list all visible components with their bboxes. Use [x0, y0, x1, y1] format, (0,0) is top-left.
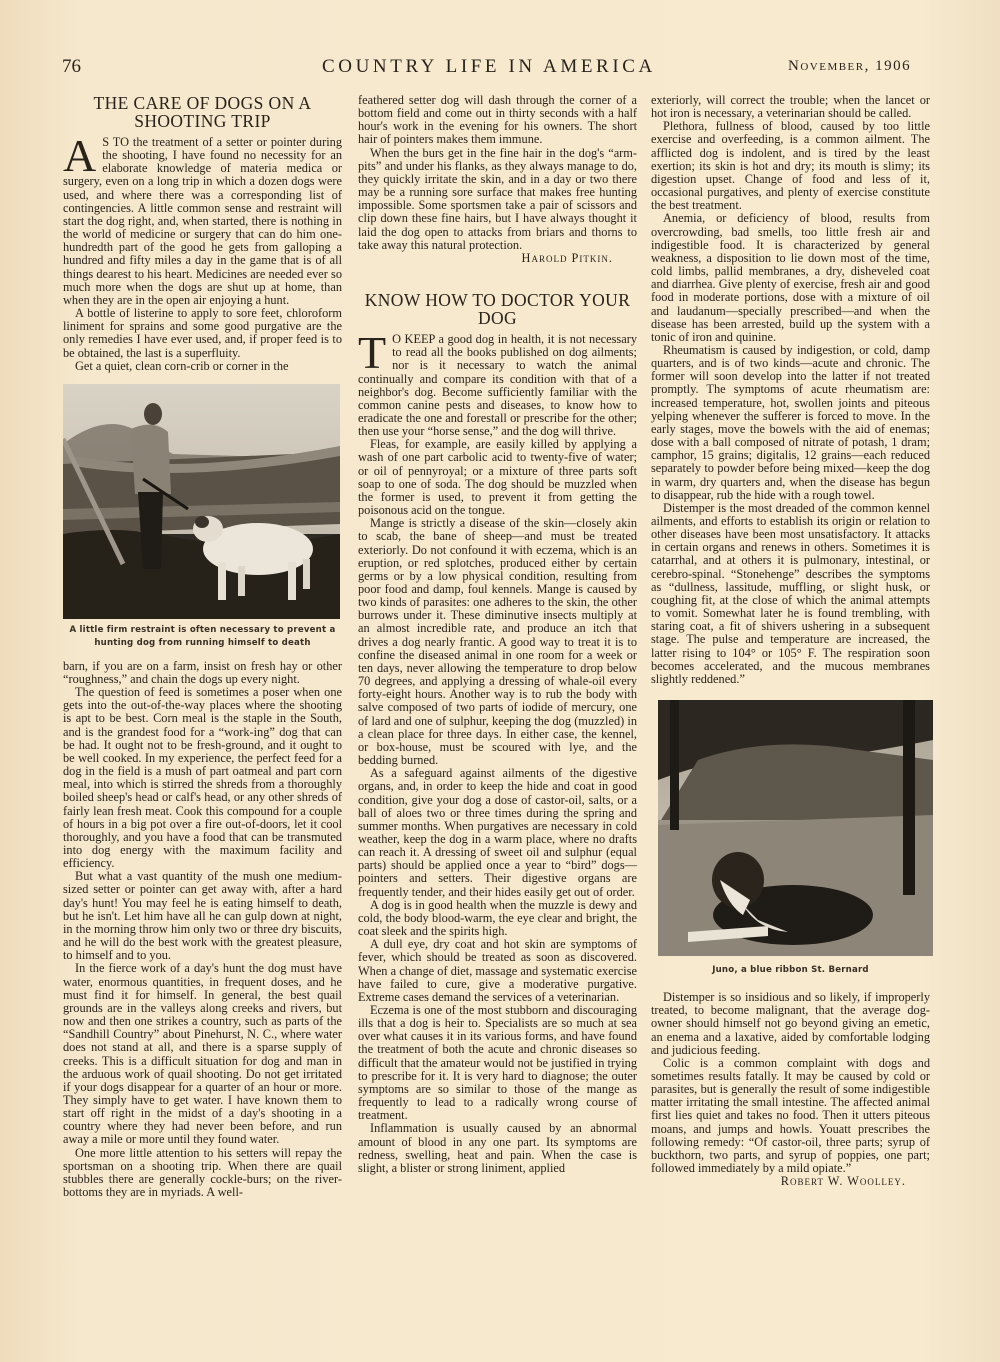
- drop-cap: T: [358, 327, 387, 379]
- paragraph-continuation: barn, if you are on a farm, insist on fresh hay or other “roughness,” and chain the dogs up every night.: [63, 658, 342, 686]
- paragraph: A bottle of listerine to apply to sore feet, chloroform liniment for sprains and some good purgative are the only remedies I have ever used, and, if proper feed is to be obtained, the last is a superfluity.: [63, 306, 342, 360]
- photo-st-bernard-image: [658, 700, 933, 956]
- author-signature: Robert W. Woolley.: [780, 1174, 906, 1189]
- magazine-title: COUNTRY LIFE IN AMERICA: [322, 56, 656, 77]
- paragraph: Anemia, or deficiency of blood, results from overcrowding, bad smells, too little fresh air and indigestible food. It is characterized by general weakness, a disposition to lie down most of the time, cold limbs, pallid membranes, a dry, disheveled coat and diarrhea. Give plenty of exercise, fresh air and good food in moderate portions, dose with a mixture of oil and laudanum—specially prescribed—and when the disease has been arrested, build up the system with a tonic of iron and quinine.: [651, 211, 930, 344]
- paragraph: The question of feed is sometimes a poser when one gets into the out-of-the-way places where the shooting is apt to be best. Corn meal is the staple in the South, and is the grandest food for a “work-ing” dog that can be had. It ought not to be fresh-ground, and it ought to be well cooked. In my experience, the perfect feed for a dog in the field is a mush of part oatmeal and part corn meal, into which is stirred the shreds from a thoroughly boiled sheep's head or calf's head, or any other shreds of fairly lean fresh meat. Cook this compound for a couple of hours in a big pot over a fire out-of-doors, let it cool thoroughly, and you have a food that can be transmuted into dog energy with the maximum facility and efficiency.: [63, 685, 342, 871]
- paragraph: But what a vast quantity of the mush one medium-sized setter or pointer can get away with, after a hard day's hunt! You may feel he is eating himself to death, but he isn't. Let him have all he can gulp down at night, in the morning throw him only two or three dry biscuits, and he will do the best work with the greatest pleasure, to himself and to you.: [63, 869, 342, 963]
- photo-st-bernard: [658, 700, 933, 956]
- paragraph: One more little attention to his setters will repay the sportsman on a shooting trip. When there are quail stubbles there are generally cockle-burs; on the river-bottoms they are in myriads. A well-: [63, 1145, 342, 1200]
- article-2-title: KNOW HOW TO DOCTOR YOUR DOG: [364, 290, 631, 329]
- paragraph: Plethora, fullness of blood, caused by too little exercise and overfeeding, is a common ailment. The afflicted dog is indolent, and is tired by the least exertion; its skin is hot and dry; its mouth is slimy; its digestion upset. Change of food and less of it, occasional purgatives, and plenty of exercise constitute the best treatment.: [651, 119, 930, 213]
- photo-hunter-with-dog-image: [63, 384, 340, 619]
- paragraph: As a safeguard against ailments of the digestive organs, and, in order to keep the hide and coat in good condition, give your dog a dose of castor-oil, salts, or a ball of aloes two or three times during the spring and summer months. When purgatives are necessary in cold weather, keep the dog in a warm place, where no drafts can reach it. A dressing of sweet oil and sulphur (equal parts) should be applied once a year to “bird” dogs—pointers and setters. Their digestive organs are frequently tender, and their hides easily get out of order.: [358, 766, 637, 899]
- paragraph-text: S TO the treatment of a setter or pointer during the shooting, I have found no necessity for an elaborate knowledge of materia medica or surgery, even on a long trip in which a dozen dogs were used, and where there was a corresponding list of contingencies. A little common sense and restraint will start the dog right, and, when started, there is nothing in the world of medicine or surgery that can do him one-hundredth part of the good he gets from galloping a hundred and fifty miles a day in the game that is of all things dearest to his heart. Medicines are needed ever so much more when the dogs are shut up at home, than when they are in the open air enjoying a hunt.: [63, 135, 342, 307]
- paragraph: Distemper is the most dreaded of the common kennel ailments, and efforts to establish its origin or relation to other diseases have been most unsatisfactory. It attacks in certain organs and renews in others. Sometimes it is catarrhal, and at others it is pulmonary, intestinal, or cerebro-spinal. “Stonehenge” describes the symptoms as “dullness, lassitude, muffling, or slight husk, or coughing fit, at the close of which the animal attempts to vomit. Somewhat later he is found trembling, with staring coat, a fit of shivers ushering in a subsequent stage. The pulse and temperature are increased, the latter rising to 104° or 105° F. The respiration soon becomes accelerated, and the mucous membranes slightly reddened.”: [651, 500, 930, 686]
- paragraph: Colic is a common complaint with dogs and sometimes results fatally. It may be caused by cold or parasites, but is generally the result of some indigestible matter irritating the small intestine. The affected animal first lies quiet and takes no food. Then it utters piteous moans, and jumps and howls. Youatt prescribes the following remedy: “Of castor-oil, three parts; syrup of buckthorn, two parts, and syrup of poppies, one part; followed immediately by a mild opiate.”: [651, 1055, 930, 1176]
- issue-date: November, 1906: [788, 58, 912, 74]
- author-signature: Harold Pitkin.: [521, 250, 613, 265]
- column-3: [651, 94, 930, 1188]
- paragraph: A dull eye, dry coat and hot skin are symptoms of fever, which should be treated as soon as discovered. When a change of diet, massage and systematic exercise have failed to cure, give a moderative purgative. Extreme cases demand the services of a veterinarian.: [358, 937, 637, 1004]
- column-2: [358, 94, 637, 1175]
- paragraph: In the fierce work of a day's hunt the dog must have water, enormous quantities, in frequent doses, and he must find it for himself. In general, the best quail grounds are in the valleys along creeks and rivers, but now and then one strikes a country, such as parts of the “Sandhill Country” about Pinehurst, N. C., where water does not stand at all, and there is a sparse supply of creeks. This is a difficult situation for dog and man in the arduous work of quail shooting. Do not get irritated if your dogs disappear for a quarter of an hour or more. They simply have to get water. I have known them to start off right in the midst of a day's shooting in a country where they had never been before, and run away a mile or more until they found water.: [63, 961, 342, 1147]
- article-1-first-paragraph: [63, 130, 342, 307]
- column-1: [63, 92, 342, 1199]
- photo-hunter-with-dog: [63, 384, 340, 619]
- paragraph: Rheumatism is caused by indigestion, or cold, damp quarters, and is of two kinds—acute and chronic. The former will soon develop into the latter if not treated promptly. The symptoms of acute rheumatism are: increased temperature, hot, swollen joints and piteous yelping whenever the sufferer is forced to move. In the early stages, move the bowels with the aid of enemas; dose with a ball composed of nitrate of potash, 1 dram; camphor, 15 grains; digitalis, 12 grains—each reduced separately to powder before being mixed—keep the dog in warm, dry quarters and, when the disease has begun to disappear, rub the hide with a rough towel.: [651, 342, 930, 502]
- article-2-first-paragraph: [358, 327, 637, 439]
- paragraph: Fleas, for example, are easily killed by applying a wash of one part carbolic acid to twenty-five of water; or oil of pennyroyal; or a mixture of three parts soft soap to one of soda. The dog should be muzzled when the former is used, to prevent it from getting the poisonous acid on the tongue.: [358, 437, 637, 518]
- paragraph: Inflammation is usually caused by an abnormal amount of blood in any one part. Its symptoms are redness, swelling, heat and pain. When the case is slight, a blister or strong liniment, applied: [358, 1121, 637, 1175]
- drop-cap: A: [63, 130, 97, 181]
- page-number: 76: [62, 56, 81, 77]
- paragraph-text: O KEEP a good dog in health, it is not necessary to read all the books published on dog ailments; nor is it necessary to watch the animal continually and compare its condition with that of a neighbor's dog. Become sufficiently familiar with the common canine pests and diseases, to know how to eradicate the one and forestall or prescribe for the other; then use your “horse sense,” and the dog will thrive.: [358, 332, 637, 439]
- paragraph: Mange is strictly a disease of the skin—closely akin to scab, the bane of sheep—and must be treated exteriorly. Do not confound it with eczema, which is an eruption, or red splotches, produced either by certain germs or by a low physical condition, resulting from poor food and damp, foul kennels. Mange is caused by two kinds of parasites: one adheres to the skin, the other burrows under it. These diminutive insects multiply at an almost incredible rate, and produce an itch that drives a dog nearly frantic. A good way to treat it is to confine the diseased animal in one room for a week or ten days, never allowing the temperature to drop below 70 degrees, and applying a dressing of whale-oil every forty-eight hours. Another way is to rub the body with salve composed of two parts of iodide of mercury, one of lard and one of sulphur, keeping the dog (muzzled) in a clean place for three days. In either case, the kennel, or box-house, must be scoured with lye, and the bedding burned.: [358, 516, 637, 768]
- photo-caption: A little firm restraint is often necessary to prevent a hunting dog from running himself to death: [69, 624, 336, 648]
- paragraph: When the burs get in the fine hair in the dog's “arm-pits” and under his flanks, as they always manage to do, they quickly irritate the skin, and in a day or two there may be a running sore surface that makes free hunting impossible. Some sportsmen take a pair of scissors and clip down these fine hairs, but I have always thought it laid the dog open to attacks from briars and thorns to take away this natural protection.: [358, 145, 637, 252]
- photo-caption: Juno, a blue ribbon St. Bernard: [712, 965, 869, 976]
- paragraph: A dog is in good health when the muzzle is dewy and cold, the body blood-warm, the eye clear and bright, the coat sleek and the spirits high.: [358, 897, 637, 939]
- paragraph-continuation: exteriorly, will correct the trouble; when the lancet or hot iron is necessary, a veterinarian should be called.: [651, 93, 930, 121]
- article-1-title: THE CARE OF DOGS ON A SHOOTING TRIP: [93, 93, 312, 131]
- paragraph: Distemper is so insidious and so likely, if improperly treated, to become malignant, that the average dog-owner should himself not go beyond giving an emetic, an enema and a laxative, aided by comfortable lodging and judicious feeding.: [651, 990, 930, 1057]
- paragraph-continuation: feathered setter dog will dash through the corner of a bottom field and come out in thirty seconds with a half hour's work in the evening for his owners. The short hair of pointers makes them immune.: [358, 93, 637, 147]
- paragraph: Get a quiet, clean corn-crib or corner in the: [75, 358, 289, 373]
- paragraph: Eczema is one of the most stubborn and discouraging ills that a dog is heir to. Specialists are so much at sea over what causes it in its various forms, and have found the treatment of both the acute and chronic diseases so difficult that the amateur would not be justified in trying to prescribe for it. It is very hard to diagnose; the outer symptoms are so similar to those of the mange as frequently to lead to a radically wrong course of treatment.: [358, 1003, 637, 1123]
